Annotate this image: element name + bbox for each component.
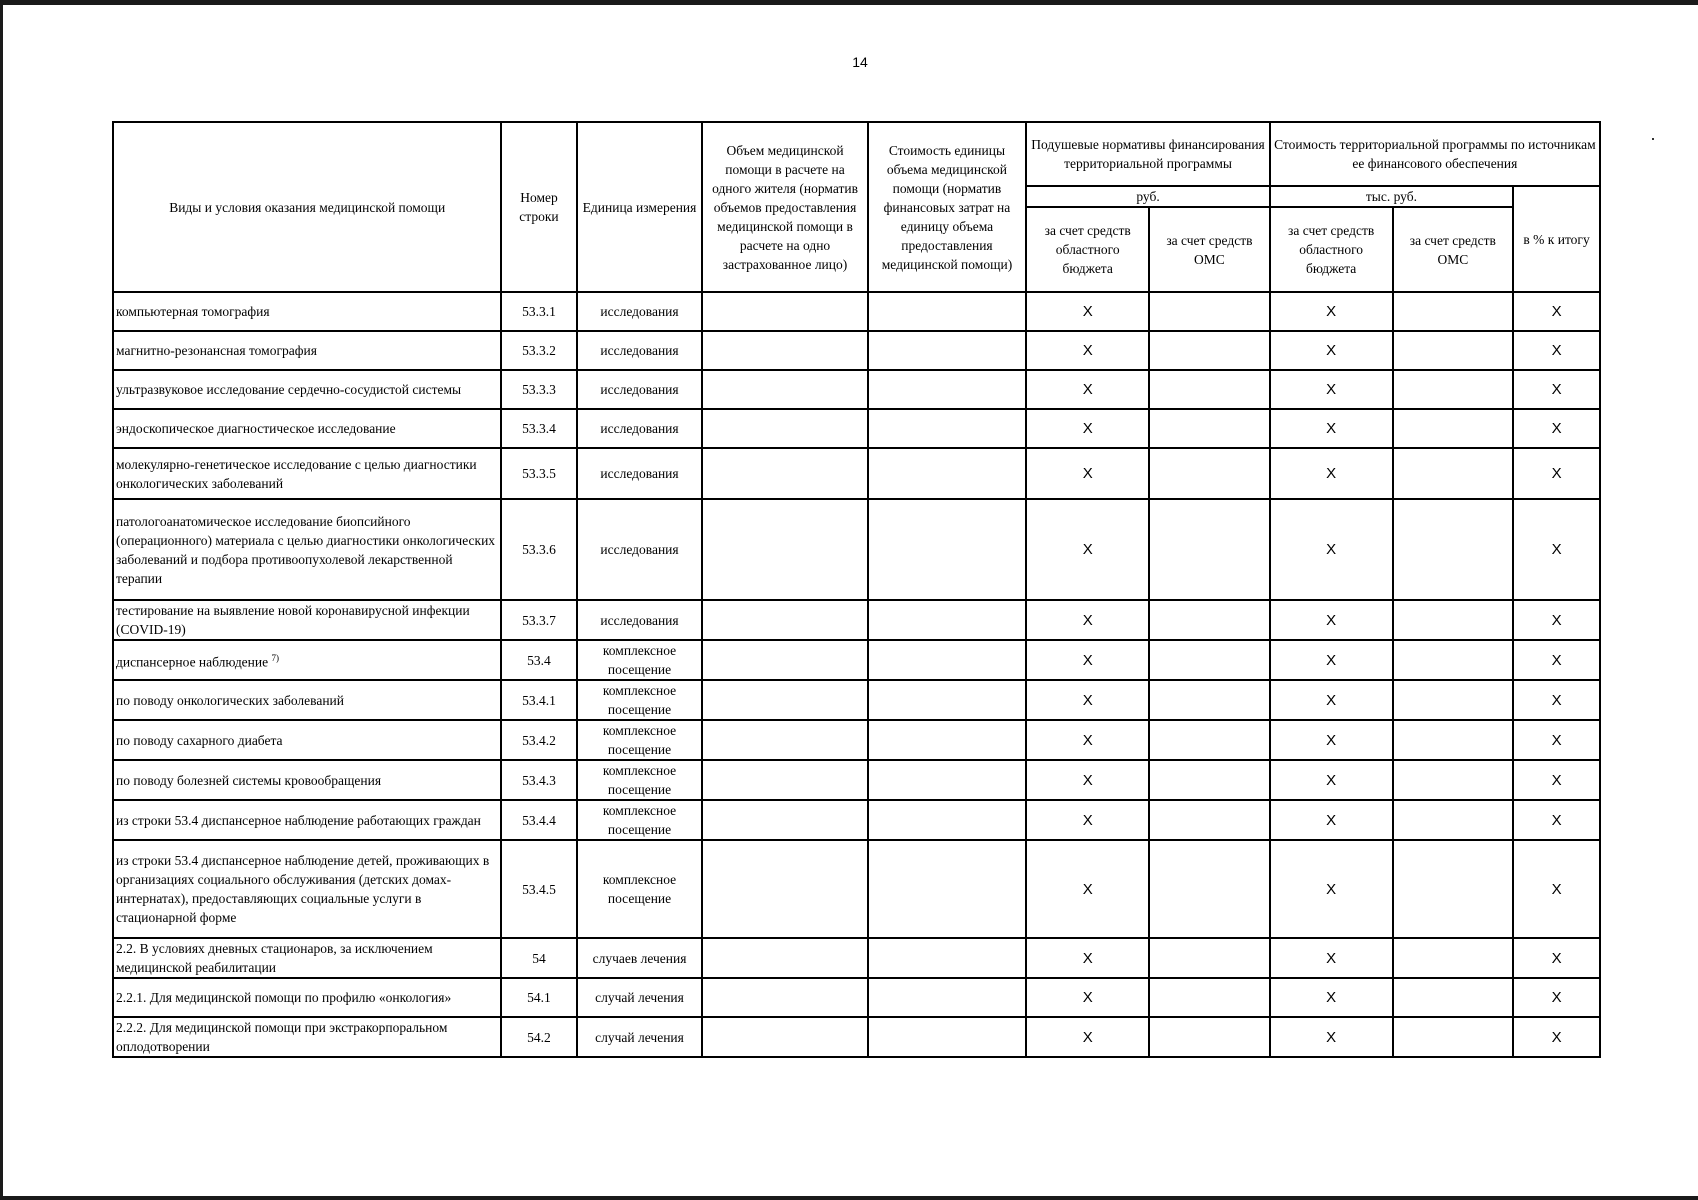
table-row bbox=[113, 600, 1600, 640]
cell-cost bbox=[868, 938, 1027, 978]
cell-prog-oms bbox=[1393, 800, 1514, 840]
header-name: Виды и условия оказания медицинской помощи bbox=[113, 122, 501, 292]
header-prog-budget: за счет средств областного бюджета bbox=[1270, 207, 1393, 292]
cell-prog-budget: X bbox=[1270, 800, 1393, 840]
row-unit: исследования bbox=[577, 600, 703, 640]
cell-prog-oms bbox=[1393, 600, 1514, 640]
header-volume: Объем медицинской помощи в расчете на одного жителя (норматив объемов предоставления медицинской помощи в расчете на одно застрахованное лицо) bbox=[702, 122, 867, 292]
row-number: 53.3.5 bbox=[501, 448, 576, 499]
table-row bbox=[113, 760, 1600, 800]
cell-percent: X bbox=[1513, 720, 1600, 760]
cell-volume bbox=[702, 680, 867, 720]
cell-pc-oms bbox=[1149, 720, 1270, 760]
cell-volume bbox=[702, 640, 867, 680]
cell-volume bbox=[702, 370, 867, 409]
row-unit: комплексное посещение bbox=[577, 760, 703, 800]
row-unit: исследования bbox=[577, 409, 703, 448]
cell-volume bbox=[702, 499, 867, 600]
cell-prog-oms bbox=[1393, 370, 1514, 409]
cell-percent: X bbox=[1513, 292, 1600, 331]
table-row bbox=[113, 409, 1600, 448]
cell-cost bbox=[868, 370, 1027, 409]
cell-pc-budget: X bbox=[1026, 720, 1149, 760]
cell-prog-oms bbox=[1393, 331, 1514, 370]
cell-pc-oms bbox=[1149, 499, 1270, 600]
cell-cost bbox=[868, 760, 1027, 800]
cell-volume bbox=[702, 938, 867, 978]
row-number: 53.4.2 bbox=[501, 720, 576, 760]
cell-percent: X bbox=[1513, 840, 1600, 938]
row-unit: случаев лечения bbox=[577, 938, 703, 978]
cell-prog-oms bbox=[1393, 680, 1514, 720]
cell-percent: X bbox=[1513, 938, 1600, 978]
row-number: 54.2 bbox=[501, 1017, 576, 1057]
cell-cost bbox=[868, 800, 1027, 840]
cell-pc-budget: X bbox=[1026, 370, 1149, 409]
cell-pc-oms bbox=[1149, 938, 1270, 978]
cell-cost bbox=[868, 720, 1027, 760]
cell-prog-oms bbox=[1393, 720, 1514, 760]
row-name-text: диспансерное наблюдение bbox=[116, 654, 269, 670]
row-unit: исследования bbox=[577, 370, 703, 409]
row-name: 2.2.2. Для медицинской помощи при экстракорпоральном оплодотворении bbox=[113, 1017, 501, 1057]
cell-pc-budget: X bbox=[1026, 409, 1149, 448]
table-row bbox=[113, 840, 1600, 938]
table-row bbox=[113, 640, 1600, 680]
cell-pc-budget: X bbox=[1026, 800, 1149, 840]
cell-cost bbox=[868, 640, 1027, 680]
cell-pc-oms bbox=[1149, 331, 1270, 370]
cell-pc-budget: X bbox=[1026, 448, 1149, 499]
cell-percent: X bbox=[1513, 448, 1600, 499]
cell-volume bbox=[702, 720, 867, 760]
table-row bbox=[113, 800, 1600, 840]
header-pc-oms: за счет средств ОМС bbox=[1149, 207, 1270, 292]
row-name: патологоанатомическое исследование биопсийного (операционного) материала с целью диагностики онкологических заболеваний и подбора противоопухолевой лекарственной терапии bbox=[113, 499, 501, 600]
cell-percent: X bbox=[1513, 680, 1600, 720]
cell-pc-oms bbox=[1149, 448, 1270, 499]
financing-table bbox=[112, 121, 1601, 1058]
cell-prog-budget: X bbox=[1270, 680, 1393, 720]
row-number: 54.1 bbox=[501, 978, 576, 1017]
row-number: 54 bbox=[501, 938, 576, 978]
cell-pc-budget: X bbox=[1026, 499, 1149, 600]
cell-percent: X bbox=[1513, 409, 1600, 448]
cell-prog-budget: X bbox=[1270, 1017, 1393, 1057]
row-number: 53.4.4 bbox=[501, 800, 576, 840]
row-name: ультразвуковое исследование сердечно-сосудистой системы bbox=[113, 370, 501, 409]
cell-prog-oms bbox=[1393, 292, 1514, 331]
cell-prog-budget: X bbox=[1270, 840, 1393, 938]
cell-prog-budget: X bbox=[1270, 760, 1393, 800]
row-name: эндоскопическое диагностическое исследование bbox=[113, 409, 501, 448]
cell-pc-oms bbox=[1149, 370, 1270, 409]
header-number: Номер строки bbox=[501, 122, 576, 292]
row-number: 53.3.2 bbox=[501, 331, 576, 370]
row-name: магнитно-резонансная томография bbox=[113, 331, 501, 370]
cell-prog-oms bbox=[1393, 409, 1514, 448]
row-name: по поводу онкологических заболеваний bbox=[113, 680, 501, 720]
cell-volume bbox=[702, 409, 867, 448]
cell-pc-oms bbox=[1149, 292, 1270, 331]
scan-border-bottom bbox=[0, 1196, 1698, 1200]
cell-pc-oms bbox=[1149, 840, 1270, 938]
cell-pc-oms bbox=[1149, 800, 1270, 840]
scan-border-left bbox=[0, 0, 3, 1200]
cell-percent: X bbox=[1513, 978, 1600, 1017]
table-row bbox=[113, 331, 1600, 370]
cell-prog-budget: X bbox=[1270, 409, 1393, 448]
cell-prog-budget: X bbox=[1270, 448, 1393, 499]
cell-prog-budget: X bbox=[1270, 978, 1393, 1017]
row-number: 53.4.1 bbox=[501, 680, 576, 720]
row-name: по поводу болезней системы кровообращения bbox=[113, 760, 501, 800]
table-row bbox=[113, 370, 1600, 409]
cell-pc-oms bbox=[1149, 640, 1270, 680]
table-row bbox=[113, 499, 1600, 600]
header-unit-thousand-rub: тыс. руб. bbox=[1270, 186, 1513, 207]
row-name bbox=[113, 640, 501, 680]
cell-cost bbox=[868, 1017, 1027, 1057]
header-prog-oms: за счет средств ОМС bbox=[1393, 207, 1514, 292]
cell-volume bbox=[702, 448, 867, 499]
cell-volume bbox=[702, 978, 867, 1017]
cell-prog-oms bbox=[1393, 640, 1514, 680]
cell-percent: X bbox=[1513, 800, 1600, 840]
table-row bbox=[113, 978, 1600, 1017]
row-name: по поводу сахарного диабета bbox=[113, 720, 501, 760]
cell-pc-budget: X bbox=[1026, 1017, 1149, 1057]
header-unit: Единица измерения bbox=[577, 122, 703, 292]
cell-percent: X bbox=[1513, 600, 1600, 640]
cell-pc-oms bbox=[1149, 760, 1270, 800]
cell-percent: X bbox=[1513, 1017, 1600, 1057]
row-number: 53.3.4 bbox=[501, 409, 576, 448]
header-program-cost-group: Стоимость территориальной программы по источникам ее финансового обеспечения bbox=[1270, 122, 1600, 186]
cell-cost bbox=[868, 409, 1027, 448]
cell-volume bbox=[702, 840, 867, 938]
row-unit: комплексное посещение bbox=[577, 840, 703, 938]
scan-speck bbox=[1652, 138, 1654, 140]
cell-cost bbox=[868, 499, 1027, 600]
cell-prog-oms bbox=[1393, 1017, 1514, 1057]
row-name: компьютерная томография bbox=[113, 292, 501, 331]
cell-pc-budget: X bbox=[1026, 760, 1149, 800]
header-per-capita-group: Подушевые нормативы финансирования территориальной программы bbox=[1026, 122, 1269, 186]
cell-percent: X bbox=[1513, 499, 1600, 600]
table-row bbox=[113, 720, 1600, 760]
cell-cost bbox=[868, 448, 1027, 499]
table-row bbox=[113, 292, 1600, 331]
cell-cost bbox=[868, 978, 1027, 1017]
cell-prog-oms bbox=[1393, 978, 1514, 1017]
row-name: тестирование на выявление новой коронавирусной инфекции (COVID-19) bbox=[113, 600, 501, 640]
cell-cost bbox=[868, 840, 1027, 938]
cell-cost bbox=[868, 600, 1027, 640]
cell-prog-budget: X bbox=[1270, 292, 1393, 331]
row-number: 53.4.3 bbox=[501, 760, 576, 800]
cell-percent: X bbox=[1513, 760, 1600, 800]
cell-pc-oms bbox=[1149, 1017, 1270, 1057]
cell-volume bbox=[702, 800, 867, 840]
row-name: 2.2. В условиях дневных стационаров, за исключением медицинской реабилитации bbox=[113, 938, 501, 978]
cell-pc-budget: X bbox=[1026, 978, 1149, 1017]
row-number: 53.3.1 bbox=[501, 292, 576, 331]
cell-volume bbox=[702, 1017, 867, 1057]
cell-prog-oms bbox=[1393, 938, 1514, 978]
table-row bbox=[113, 938, 1600, 978]
row-name: 2.2.1. Для медицинской помощи по профилю «онкология» bbox=[113, 978, 501, 1017]
cell-pc-budget: X bbox=[1026, 680, 1149, 720]
cell-prog-oms bbox=[1393, 499, 1514, 600]
row-name: из строки 53.4 диспансерное наблюдение работающих граждан bbox=[113, 800, 501, 840]
cell-prog-budget: X bbox=[1270, 720, 1393, 760]
cell-pc-oms bbox=[1149, 978, 1270, 1017]
cell-prog-budget: X bbox=[1270, 600, 1393, 640]
cell-percent: X bbox=[1513, 331, 1600, 370]
row-name: молекулярно-генетическое исследование с целью диагностики онкологических заболеваний bbox=[113, 448, 501, 499]
table-row bbox=[113, 448, 1600, 499]
row-number: 53.4 bbox=[501, 640, 576, 680]
row-number: 53.3.7 bbox=[501, 600, 576, 640]
header-pc-budget: за счет средств областного бюджета bbox=[1026, 207, 1149, 292]
cell-prog-budget: X bbox=[1270, 370, 1393, 409]
header-percent: в % к итогу bbox=[1513, 186, 1600, 292]
cell-pc-budget: X bbox=[1026, 600, 1149, 640]
cell-prog-oms bbox=[1393, 760, 1514, 800]
footnote-mark: 7) bbox=[271, 652, 279, 663]
cell-volume bbox=[702, 600, 867, 640]
cell-pc-budget: X bbox=[1026, 292, 1149, 331]
cell-pc-budget: X bbox=[1026, 331, 1149, 370]
cell-prog-budget: X bbox=[1270, 331, 1393, 370]
cell-pc-oms bbox=[1149, 680, 1270, 720]
header-cost: Стоимость единицы объема медицинской помощи (норматив финансовых затрат на единицу объема предоставления медицинской помощи) bbox=[868, 122, 1027, 292]
row-unit: комплексное посещение bbox=[577, 720, 703, 760]
cell-cost bbox=[868, 331, 1027, 370]
row-unit: исследования bbox=[577, 331, 703, 370]
row-unit: комплексное посещение bbox=[577, 800, 703, 840]
row-unit: исследования bbox=[577, 292, 703, 331]
row-number: 53.3.6 bbox=[501, 499, 576, 600]
page-number: 14 bbox=[852, 54, 868, 70]
row-unit: случай лечения bbox=[577, 1017, 703, 1057]
cell-volume bbox=[702, 292, 867, 331]
cell-prog-oms bbox=[1393, 448, 1514, 499]
cell-volume bbox=[702, 760, 867, 800]
cell-percent: X bbox=[1513, 640, 1600, 680]
row-number: 53.3.3 bbox=[501, 370, 576, 409]
row-unit: случай лечения bbox=[577, 978, 703, 1017]
row-unit: исследования bbox=[577, 448, 703, 499]
scan-border-top bbox=[0, 0, 1698, 5]
row-unit: комплексное посещение bbox=[577, 640, 703, 680]
cell-pc-oms bbox=[1149, 409, 1270, 448]
cell-pc-budget: X bbox=[1026, 938, 1149, 978]
table-row bbox=[113, 1017, 1600, 1057]
cell-prog-budget: X bbox=[1270, 499, 1393, 600]
cell-prog-budget: X bbox=[1270, 640, 1393, 680]
table-row bbox=[113, 680, 1600, 720]
header-unit-rub: руб. bbox=[1026, 186, 1269, 207]
cell-pc-budget: X bbox=[1026, 840, 1149, 938]
cell-volume bbox=[702, 331, 867, 370]
cell-cost bbox=[868, 292, 1027, 331]
cell-pc-budget: X bbox=[1026, 640, 1149, 680]
row-name: из строки 53.4 диспансерное наблюдение детей, проживающих в организациях социального обслуживания (детских домах-интернатах), предоставляющих социальные услуги в стационарной форме bbox=[113, 840, 501, 938]
cell-pc-oms bbox=[1149, 600, 1270, 640]
row-unit: комплексное посещение bbox=[577, 680, 703, 720]
row-unit: исследования bbox=[577, 499, 703, 600]
cell-percent: X bbox=[1513, 370, 1600, 409]
cell-cost bbox=[868, 680, 1027, 720]
cell-prog-oms bbox=[1393, 840, 1514, 938]
row-number: 53.4.5 bbox=[501, 840, 576, 938]
cell-prog-budget: X bbox=[1270, 938, 1393, 978]
